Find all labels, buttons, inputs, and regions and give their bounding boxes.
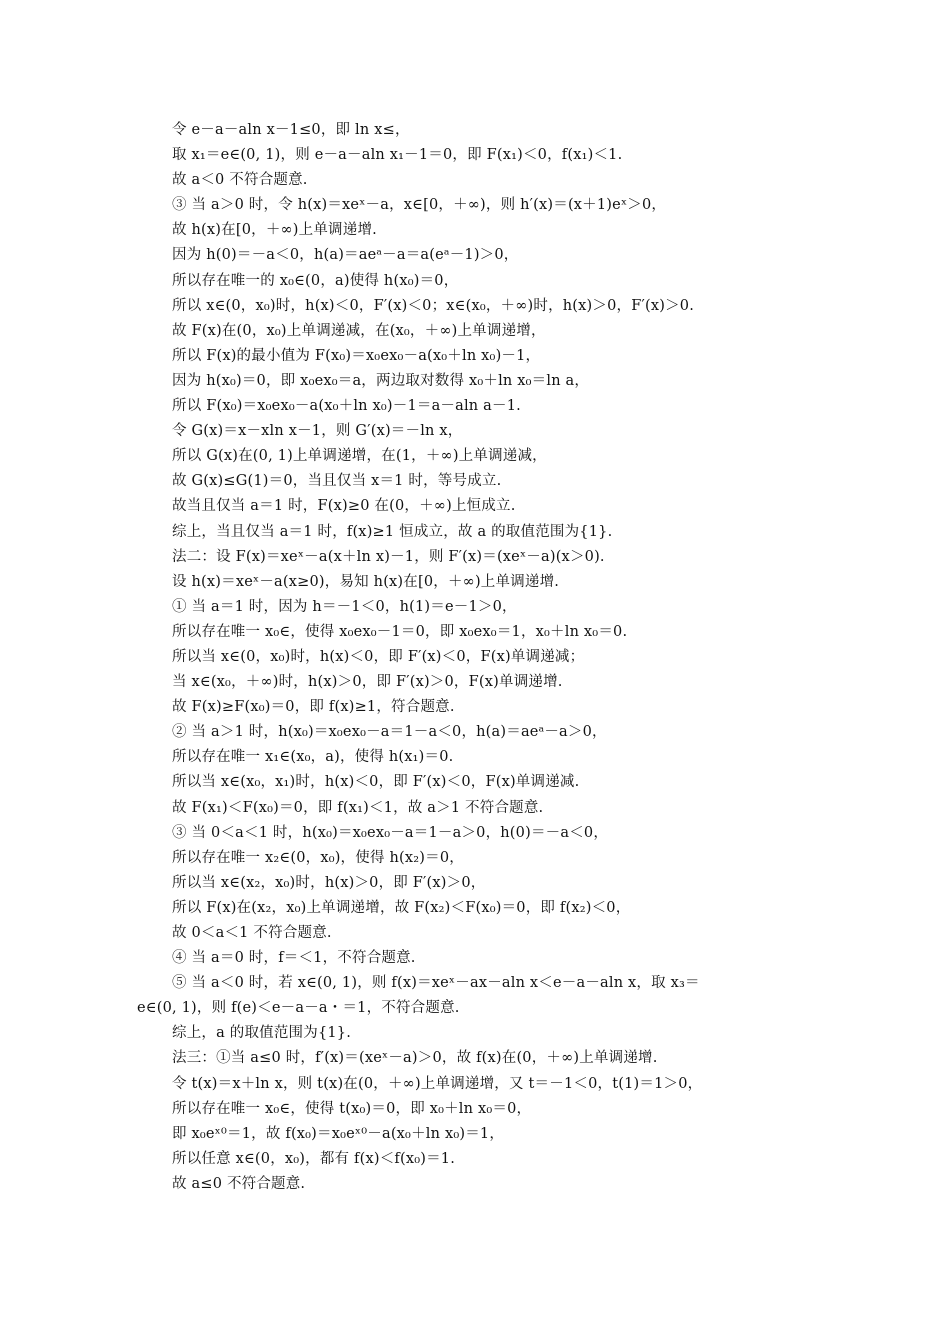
text-line: 即 x₀eˣ⁰＝1，故 f(x₀)＝x₀eˣ⁰－a(x₀＋ln x₀)＝1， <box>172 1125 505 1142</box>
text-line: 故当且仅当 a＝1 时，F(x)≥0 在(0，＋∞)上恒成立. <box>172 498 516 515</box>
text-line: 所以 F(x₀)＝x₀ex₀－a(x₀＋ln x₀)－1＝a－aln a－1. <box>172 398 521 415</box>
text-line: 令 e－a－aln x－1≤0，即 ln x≤， <box>172 122 410 138</box>
text-line: 令 G(x)＝x－xln x－1，则 G′(x)＝－ln x， <box>172 423 463 440</box>
text-line: 所以当 x∈(0，x₀)时，h(x)＜0，即 F′(x)＜0，F(x)单调递减； <box>172 648 585 665</box>
text-line: 故 0＜a＜1 不符合题意. <box>172 925 332 941</box>
text-line: 所以存在唯一 x₀∈，使得 x₀ex₀－1＝0，即 x₀ex₀＝1，x₀＋ln x₀＝0. <box>172 623 628 640</box>
text-line: 法二：设 F(x)＝xeˣ－a(x＋ln x)－1，则 F′(x)＝(xeˣ－a)(x＞0). <box>172 548 605 565</box>
text-line: 所以 x∈(0，x₀)时，h(x)＜0，F′(x)＜0；x∈(x₀，＋∞)时，h(x)＞0，F′(x)＞0. <box>172 297 695 314</box>
text-line: 取 x₁＝e∈(0, 1)，则 e－a－aln x₁－1＝0，即 F(x₁)＜0，f(x₁)＜1. <box>172 147 623 164</box>
text-line: 故 h(x)在[0，＋∞)上单调递增. <box>172 222 377 239</box>
text-line: 故 G(x)≤G(1)＝0，当且仅当 x＝1 时，等号成立. <box>172 473 502 490</box>
text-line: ⑤ 当 a＜0 时，若 x∈(0, 1)，则 f(x)＝xeˣ－ax－aln x＜e－a－aln x，取 x₃＝ <box>172 975 700 992</box>
text-line: 法三：①当 a≤0 时，f′(x)＝(xeˣ－a)＞0，故 f(x)在(0，＋∞)上单调递增. <box>172 1050 658 1067</box>
text-line: ① 当 a＝1 时，因为 h＝－1＜0，h(1)＝e－1＞0， <box>172 598 517 615</box>
text-line: 所以 F(x)在(x₂，x₀)上单调递增，故 F(x₂)＜F(x₀)＝0，即 f(x₂)＜0， <box>172 899 631 916</box>
text-line: 设 h(x)＝xeˣ－a(x≥0)，易知 h(x)在[0，＋∞)上单调递增. <box>172 573 560 590</box>
text-line: 所以当 x∈(x₀，x₁)时，h(x)＜0，即 F′(x)＜0，F(x)单调递减. <box>172 774 580 791</box>
text-line: 所以当 x∈(x₂，x₀)时，h(x)＞0，即 F′(x)＞0， <box>172 874 486 891</box>
text-line: 故 a≤0 不符合题意. <box>172 1175 306 1192</box>
text-line: 令 t(x)＝x＋ln x，则 t(x)在(0，＋∞)上单调递增，又 t＝－1＜0，t(1)＝1＞0， <box>172 1075 703 1092</box>
text-line: 所以任意 x∈(0，x₀)，都有 f(x)＜f(x₀)＝1. <box>172 1150 456 1167</box>
text-line: 综上，当且仅当 a＝1 时，f(x)≥1 恒成立，故 a 的取值范围为{1}. <box>172 523 613 540</box>
text-line: 所以 F(x)的最小值为 F(x₀)＝x₀ex₀－a(x₀＋ln x₀)－1， <box>172 347 541 364</box>
text-line: 综上，a 的取值范围为{1}. <box>172 1025 352 1042</box>
text-line: ③ 当 0＜a＜1 时，h(x₀)＝x₀ex₀－a＝1－a＞0，h(0)＝－a＜0， <box>172 824 609 841</box>
text-line: 故 F(x₁)＜F(x₀)＝0，即 f(x₁)＜1，故 a＞1 不符合题意. <box>172 799 544 816</box>
text-line: 所以 G(x)在(0, 1)上单调递增，在(1，＋∞)上单调递减， <box>172 448 547 465</box>
text-line: ③ 当 a＞0 时，令 h(x)＝xeˣ－a，x∈[0，＋∞)，则 h′(x)＝(x＋1)eˣ＞0， <box>172 197 667 214</box>
text-line: 当 x∈(x₀，＋∞)时，h(x)＞0，即 F′(x)＞0，F(x)单调递增. <box>172 674 563 691</box>
text-line: 所以存在唯一 x₁∈(x₀，a)，使得 h(x₁)＝0. <box>172 749 454 766</box>
text-line: ② 当 a＞1 时，h(x₀)＝x₀ex₀－a＝1－a＜0，h(a)＝aeᵃ－a＞0， <box>172 724 607 741</box>
text-line: 所以存在唯一 x₀∈，使得 t(x₀)＝0，即 x₀＋ln x₀＝0， <box>172 1100 532 1117</box>
document-page <box>0 118 950 1197</box>
text-line: 故 a＜0 不符合题意. <box>172 172 308 189</box>
text-line: 因为 h(x₀)＝0，即 x₀ex₀＝a，两边取对数得 x₀＋ln x₀＝ln a， <box>172 372 590 389</box>
text-line: ④ 当 a＝0 时，f＝＜1，不符合题意. <box>172 950 416 967</box>
text-line: 因为 h(0)＝－a＜0，h(a)＝aeᵃ－a＝a(eᵃ－1)＞0， <box>172 247 519 264</box>
text-line: 所以存在唯一 x₂∈(0，x₀)，使得 h(x₂)＝0， <box>172 849 464 866</box>
text-line: 故 F(x)在(0，x₀)上单调递减，在(x₀，＋∞)上单调递增， <box>172 322 546 339</box>
text-line: 故 F(x)≥F(x₀)＝0，即 f(x)≥1，符合题意. <box>172 699 455 716</box>
text-line: 所以存在唯一的 x₀∈(0，a)使得 h(x₀)＝0， <box>172 272 459 289</box>
text-line-continued: e∈(0, 1)，则 f(e)＜e－a－a・＝1，不符合题意. <box>137 1000 460 1017</box>
